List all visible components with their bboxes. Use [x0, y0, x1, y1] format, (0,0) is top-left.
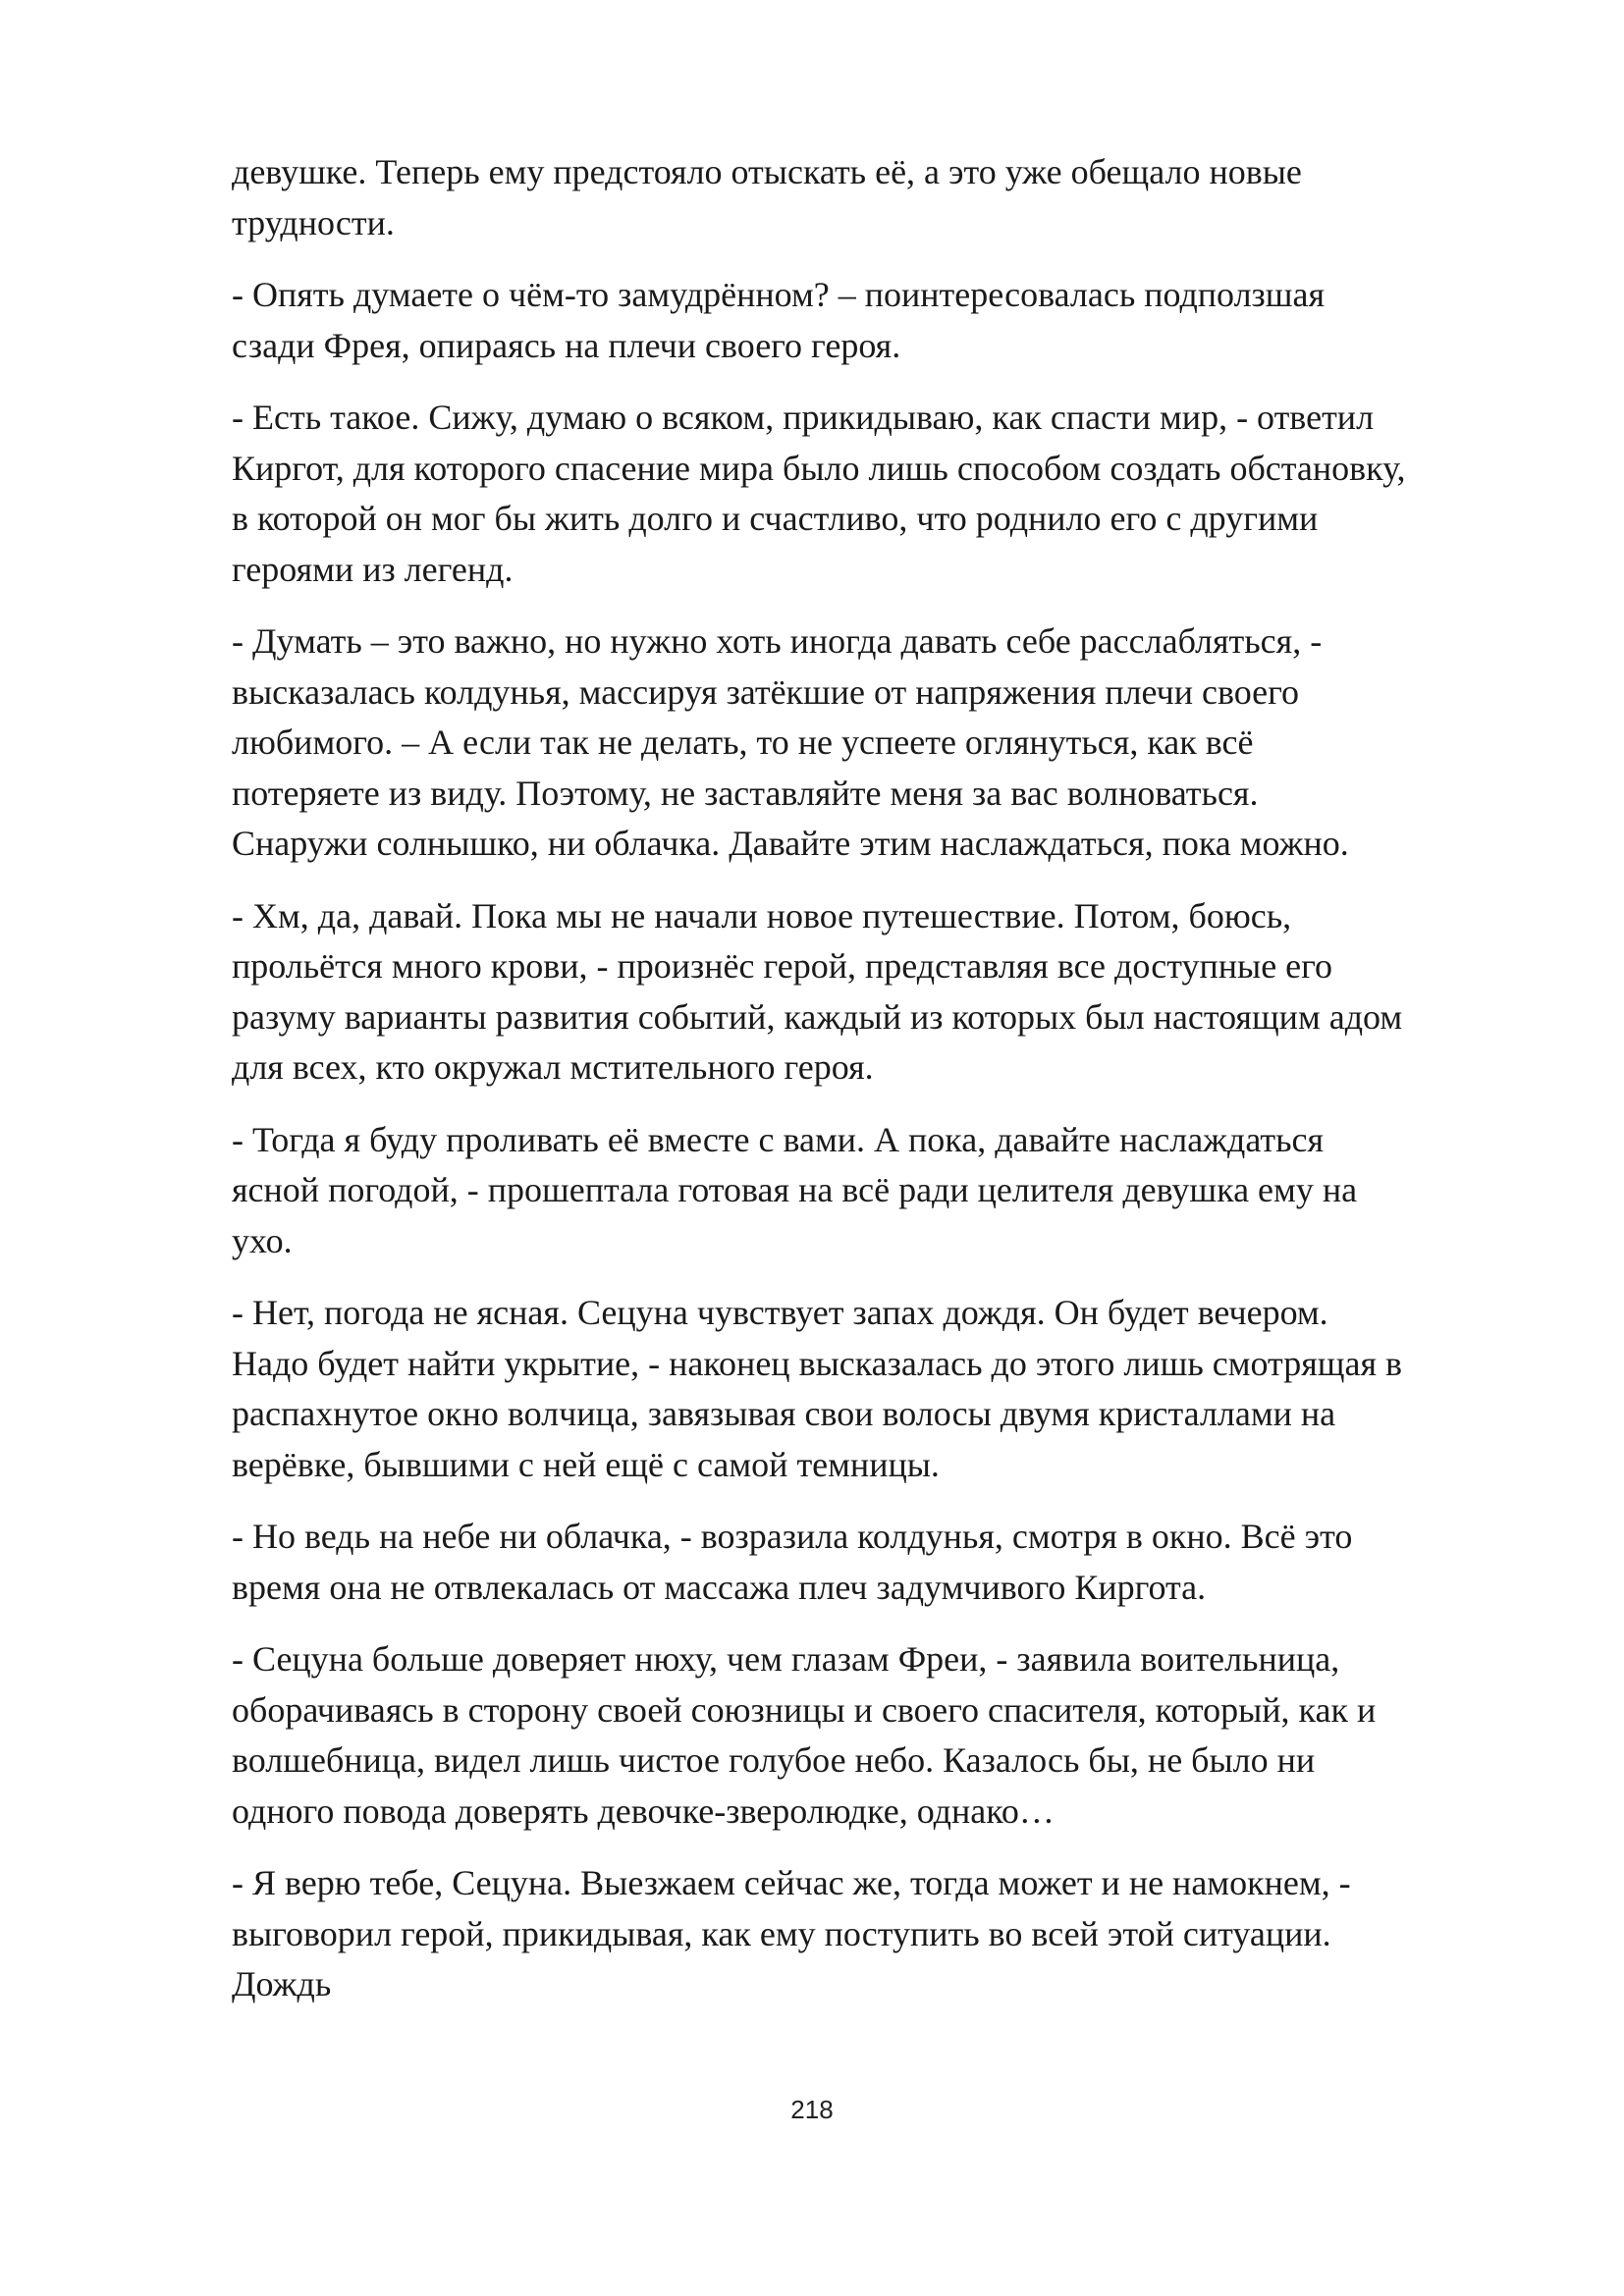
- page-body: [232, 147, 1528, 2032]
- paragraph: - Сецуна больше доверяет нюху, чем глазам Фреи, - заявила воительница, оборачиваясь в сторону своей союзницы и своего спасителя, который, как и волшебница, видел лишь чистое голубое небо. Казалось бы, не было ни одного повода доверять девочке-зверолюдке, однако…: [232, 1639, 1377, 1831]
- paragraph: - Я верю тебе, Сецуна. Выезжаем сейчас же, тогда может и не намокнем, - выговорил герой, прикидывая, как ему поступить во всей этой ситуации. Дождь: [232, 1863, 1351, 2003]
- page-number: 218: [790, 2095, 834, 2124]
- paragraph: девушке. Теперь ему предстояло отыскать её, а это уже обещало новые трудности.: [232, 152, 1302, 242]
- paragraph: - Тогда я буду проливать её вместе с вами. А пока, давайте наслаждаться ясной погодой, - прошептала готовая на всё ради целителя девушка ему на ухо.: [232, 1119, 1358, 1260]
- paragraph: - Думать – это важно, но нужно хоть иногда давать себе расслабляться, - высказалась колдунья, массируя затёкшие от напряжения плечи своего любимого. – А если так не делать, то не успеете оглянуться, как всё потеряете из виду. Поэтому, не заставляйте меня за вас волноваться. Снаружи солнышко, ни облачка. Давайте этим наслаждаться, пока можно.: [232, 621, 1349, 863]
- paragraph: - Нет, погода не ясная. Сецуна чувствует запах дождя. Он будет вечером. Надо будет найти укрытие, - наконец высказалась до этого лишь смотрящая в распахнутое окно волчица, завязывая свои волосы двумя кристаллами на верёвке, бывшими с ней ещё с самой темницы.: [232, 1293, 1403, 1484]
- paragraph: - Есть такое. Сижу, думаю о всяком, прикидываю, как спасти мир, - ответил Киргот, для которого спасение мира было лишь способом создать обстановку, в которой он мог бы жить долго и счастливо, что роднило его с другими героями из легенд.: [232, 398, 1406, 589]
- paragraph: - Опять думаете о чём-то замудрённом? – поинтересовалась подползшая сзади Фрея, опираясь на плечи своего героя.: [232, 275, 1326, 365]
- paragraph: - Но ведь на небе ни облачка, - возразила колдунья, смотря в окно. Всё это время она не отвлекалась от массажа плеч задумчивого Киргота.: [232, 1517, 1353, 1607]
- paragraph: - Хм, да, давай. Пока мы не начали новое путешествие. Потом, боюсь, прольётся много крови, - произнёс герой, представляя все доступные его разуму варианты развития событий, каждый из которых был настоящим адом для всех, кто окружал мстительного героя.: [232, 895, 1403, 1087]
